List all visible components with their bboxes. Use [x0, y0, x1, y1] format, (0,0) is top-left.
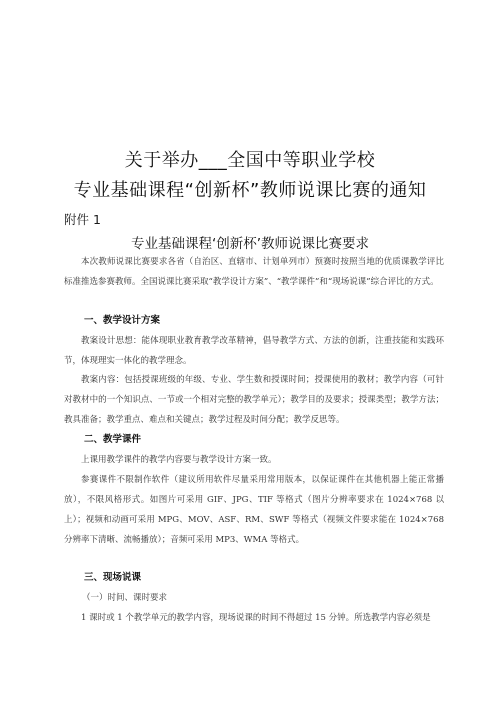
section-2-paragraph-1: 上课用教学课件的教学内容要与教学设计方案一致。: [81, 455, 277, 465]
section-2-heading: 二、教学课件: [84, 434, 142, 445]
notice-title-line-2: 专业基础课程“创新杯”教师说课比赛的通知: [73, 180, 427, 201]
requirements-subtitle: 专业基础课程‘创新杯’教师说课比赛要求: [130, 236, 370, 252]
section-1-paragraph-2: 教案内容：包括授课班级的年级、专业、学生数和授课时间；授课使用的教材；教学内容（可针对教材中的一个知识点、一节或一个相对完整的教学单元）；教学目的及要求；授课类型；教学方法；教具准备；教学重点、难点和关键点；教学过程及时间分配；教学反思等。: [64, 375, 444, 425]
section-3-paragraph-1: 1 课时或 1 个教学单元的教学内容，现场说课的时间不得超过 15 分钟。所选教学内容必须是: [81, 613, 431, 623]
intro-paragraph: 本次教师说课比赛要求各省（自治区、直辖市、计划单列市）预赛时按照当地的优质课教学评比标准推选参赛教师。全国说课比赛采取“教学设计方案”、“教学课件”和“现场说课”综合评比的方式。: [64, 257, 444, 287]
section-3-subheading: （一）时间、课时要求: [82, 593, 168, 603]
attachment-label: 附件 1: [64, 212, 101, 227]
section-1-heading: 一、教学设计方案: [84, 315, 161, 326]
section-1-paragraph-1: 教案设计思想：能体现职业教育教学改革精神，倡导教学方式、方法的创新，注重技能和实践环节，体现理实一体化的教学理念。: [64, 336, 444, 366]
section-2-paragraph-2: 参赛课件不限制作软件（建议所用软件尽量采用常用版本，以保证课件在其他机器上能正常播放），不限风格形式。如图片可采用 GIF、JPG、TIF 等格式（图片分辨率要求在 1024×768 以上）；视频和动画可采用 MPG、MOV、ASF、RM、SWF 等格式（视频文件要求能在 1024×768 分辨率下清晰、流畅播放）；音频可采用 MP3、WMA 等格式。: [64, 475, 444, 545]
section-3-heading: 三、现场说课: [84, 572, 142, 583]
notice-title-line-1: 关于举办___全国中等职业学校: [124, 150, 376, 171]
